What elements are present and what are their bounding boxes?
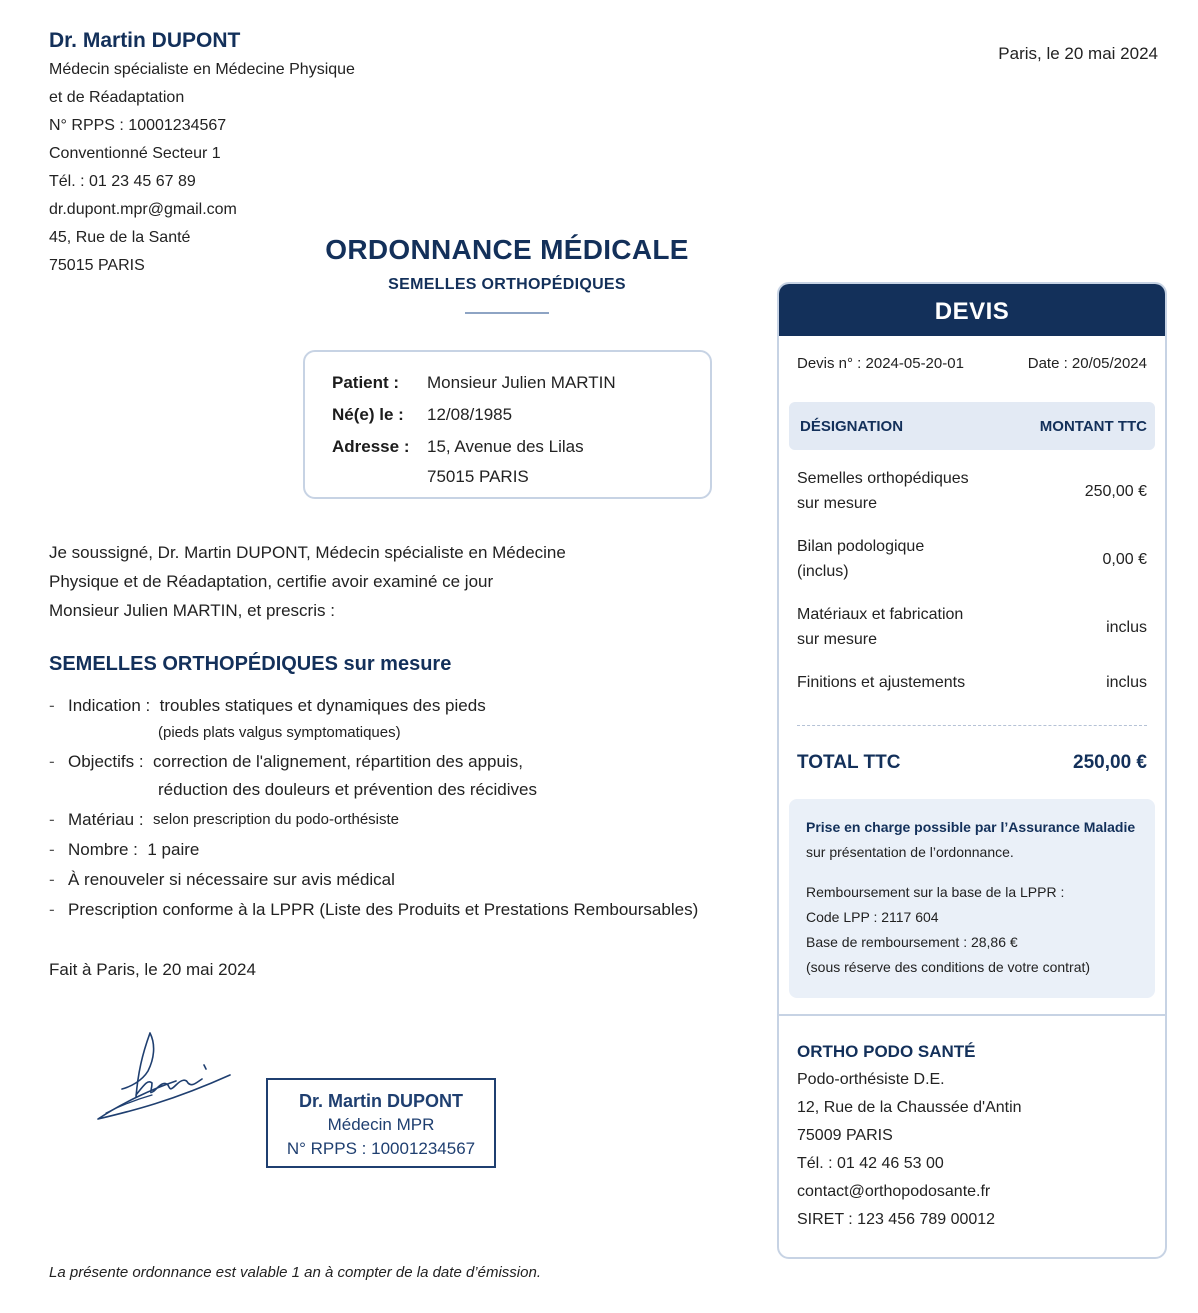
table-row: [797, 466, 1147, 516]
doctor-specialty-1: Médecin spécialiste en Médecine Physique: [49, 61, 355, 78]
attestation-line-2: Physique et de Réadaptation, certifie avoir examiné ce jour: [49, 572, 494, 591]
coverage-notice: Prise en charge possible par l’Assurance Maladie: [806, 819, 1136, 835]
provider-address-1: 12, Rue de la Chaussée d'Antin: [797, 1099, 1022, 1116]
stamp-role: Médecin MPR: [327, 1115, 435, 1134]
prescription-heading: SEMELLES ORTHOPÉDIQUES sur mesure: [49, 653, 452, 675]
patient-birth-label: Né(e) le :: [332, 405, 404, 424]
provider-siret: SIRET : 123 456 789 00012: [797, 1211, 996, 1228]
title-divider: [465, 312, 549, 314]
table-row: [797, 534, 1147, 584]
indication-value: troubles statiques et dynamiques des pieds: [159, 696, 486, 715]
document-title-block: [300, 234, 714, 314]
dash-bullet: -: [49, 696, 55, 715]
patient-address-label: Adresse :: [332, 437, 410, 456]
doctor-address-2: 75015 PARIS: [49, 257, 145, 274]
row-designation-2: sur mesure: [797, 495, 878, 512]
lppr-basis: Remboursement sur la base de la LPPR :: [806, 884, 1065, 900]
reimbursement-info-box: [789, 799, 1155, 998]
patient-name-row: [332, 367, 710, 399]
doctor-rpps: N° RPPS : 10001234567: [49, 117, 227, 134]
column-amount: MONTANT TTC: [1039, 417, 1147, 435]
patient-address-2: 75015 PARIS: [427, 467, 529, 486]
doctor-phone: Tél. : 01 23 45 67 89: [49, 173, 196, 190]
provider-name: ORTHO PODO SANTÉ: [797, 1042, 976, 1061]
nombre-value: 1 paire: [147, 840, 200, 859]
list-item-indication: [49, 692, 749, 746]
list-item-nombre: [49, 836, 749, 864]
patient-name-label: Patient :: [332, 373, 400, 392]
attestation-line-1: Je soussigné, Dr. Martin DUPONT, Médecin spécialiste en Médecine: [49, 543, 566, 562]
materiau-value: selon prescription du podo-orthésiste: [153, 811, 400, 828]
dash-bullet: -: [49, 900, 55, 919]
patient-address-row-2: [332, 463, 710, 491]
table-row: [797, 602, 1147, 652]
patient-name: Monsieur Julien MARTIN: [427, 373, 616, 392]
nombre-label: Nombre :: [68, 840, 148, 859]
quote-title: DEVIS: [779, 284, 1165, 336]
table-row: [797, 670, 1147, 695]
quote-panel: [777, 282, 1167, 1259]
doctor-email: dr.dupont.mpr@gmail.com: [49, 201, 237, 218]
row-designation-2: (inclus): [797, 563, 849, 580]
provider-role: Podo-orthésiste D.E.: [797, 1071, 945, 1088]
row-designation-1: Bilan podologique: [797, 538, 925, 555]
doctor-address-1: 45, Rue de la Santé: [49, 229, 191, 246]
provider-block: [779, 1016, 1165, 1234]
quote-date: Date : 20/05/2024: [1027, 355, 1147, 372]
total-divider: [797, 725, 1147, 726]
quote-total: [779, 752, 1165, 774]
attestation-line-3: Monsieur Julien MARTIN, et prescris :: [49, 601, 335, 620]
validity-note: La présente ordonnance est valable 1 an à compter de la date d’émission.: [49, 1264, 541, 1281]
total-value: 250,00 €: [1073, 752, 1147, 773]
row-amount: 0,00 €: [1102, 550, 1147, 568]
doctor-sector: Conventionné Secteur 1: [49, 145, 221, 162]
objectifs-value: correction de l'alignement, répartition des appuis,: [153, 752, 523, 771]
issue-date: Paris, le 20 mai 2024: [998, 44, 1158, 63]
doctor-stamp: [266, 1078, 496, 1168]
total-label: TOTAL TTC: [797, 752, 901, 773]
coverage-condition: sur présentation de l’ordonnance.: [806, 844, 1014, 860]
list-item-lppr: [49, 896, 749, 924]
contract-reserve: (sous réserve des conditions de votre contrat): [806, 959, 1091, 975]
provider-phone: Tél. : 01 42 46 53 00: [797, 1155, 944, 1172]
quote-meta: [779, 355, 1165, 372]
document-title: ORDONNANCE MÉDICALE: [325, 234, 689, 265]
list-item-renouveler: [49, 866, 749, 894]
objectifs-continuation: réduction des douleurs et prévention des récidives: [158, 780, 537, 799]
indication-label: Indication :: [68, 696, 160, 715]
patient-address-row: [332, 431, 710, 463]
reimbursement-base: Base de remboursement : 28,86 €: [806, 934, 1018, 950]
row-amount: inclus: [1106, 618, 1147, 636]
row-designation-2: sur mesure: [797, 631, 878, 648]
lpp-code: Code LPP : 2117 604: [806, 909, 939, 925]
quote-table-body: [779, 466, 1165, 695]
row-designation-1: Semelles orthopédiques: [797, 470, 969, 487]
dash-bullet: -: [49, 810, 55, 829]
document-subtitle: SEMELLES ORTHOPÉDIQUES: [388, 276, 626, 293]
column-designation: DÉSIGNATION: [800, 417, 904, 435]
stamp-rpps: N° RPPS : 10001234567: [286, 1139, 476, 1158]
doctor-specialty-2: et de Réadaptation: [49, 89, 185, 106]
quote-table-header: [789, 402, 1155, 450]
row-designation-1: Finitions et ajustements: [797, 674, 966, 691]
signature-place-date: Fait à Paris, le 20 mai 2024: [49, 960, 256, 979]
objectifs-label: Objectifs :: [68, 752, 154, 771]
patient-address-1: 15, Avenue des Lilas: [427, 437, 584, 456]
dash-bullet: -: [49, 870, 55, 889]
handwritten-signature: [92, 1025, 237, 1125]
attestation-text: [49, 538, 619, 625]
list-item-objectifs: [49, 748, 749, 804]
indication-continuation: (pieds plats valgus symptomatiques): [158, 724, 401, 741]
doctor-name: Dr. Martin DUPONT: [49, 29, 241, 52]
quote-number: Devis n° : 2024-05-20-01: [797, 355, 964, 372]
row-designation-1: Matériaux et fabrication: [797, 606, 964, 623]
list-item-materiau: [49, 806, 749, 834]
row-amount: inclus: [1106, 674, 1147, 691]
row-amount: 250,00 €: [1084, 482, 1147, 500]
lppr-text: Prescription conforme à la LPPR (Liste des Produits et Prestations Remboursables): [68, 900, 699, 919]
renouveler-text: À renouveler si nécessaire sur avis médical: [68, 870, 395, 889]
patient-box: [303, 350, 712, 499]
provider-address-2: 75009 PARIS: [797, 1127, 893, 1144]
patient-birth: 12/08/1985: [427, 405, 513, 424]
dash-bullet: -: [49, 752, 55, 771]
materiau-label: Matériau :: [68, 810, 154, 829]
stamp-name: Dr. Martin DUPONT: [298, 1091, 463, 1111]
dash-bullet: -: [49, 840, 55, 859]
provider-email: contact@orthopodosante.fr: [797, 1183, 991, 1200]
patient-birth-row: [332, 399, 710, 431]
prescription-list: [49, 692, 749, 926]
